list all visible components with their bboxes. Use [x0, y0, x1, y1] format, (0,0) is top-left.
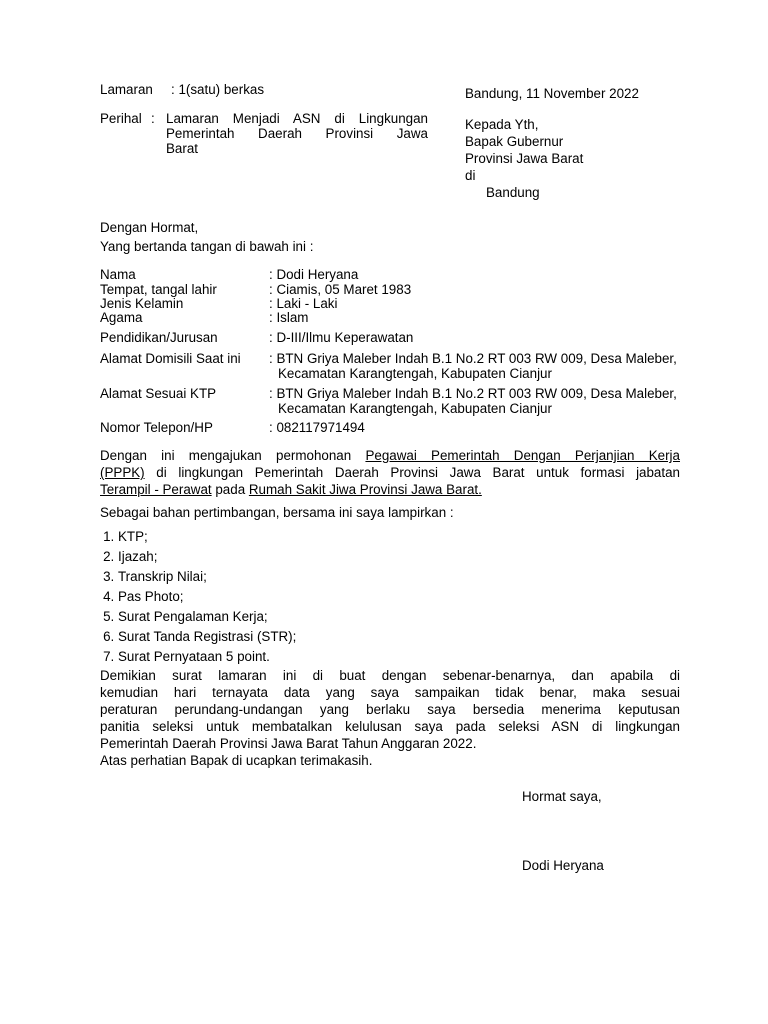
- field-label: Jenis Kelamin: [100, 296, 184, 311]
- recipient-line: Bapak Gubernur: [465, 134, 564, 149]
- lampiran-label: Lamaran: [100, 82, 153, 97]
- field-value: : 082117971494: [269, 420, 365, 435]
- signature-greeting: Hormat saya,: [522, 789, 602, 804]
- recipient-block: [465, 117, 583, 185]
- attachments-intro: Sebagai bahan pertimbangan, bersama ini saya lampirkan :: [100, 505, 454, 520]
- recipient-line: di: [465, 168, 476, 183]
- closing-line: panitia seleksi untuk membatalkan kelulusan saya pada seleksi ASN di lingkungan: [100, 719, 680, 734]
- pppk-abbr: (PPPK): [100, 465, 145, 480]
- recipient-city: Bandung: [486, 185, 540, 200]
- closing-line: peraturan perundang-undangan yang berlaku saya bersedia menerima keputusan: [100, 702, 680, 717]
- institution-name: Rumah Sakit Jiwa Provinsi Jawa Barat.: [248, 482, 482, 497]
- field-value: : BTN Griya Maleber Indah B.1 No.2 RT 003 RW 009, Desa Maleber, Kecamatan Karangtengah, Kabupaten Cianjur: [269, 351, 677, 381]
- field-value: : BTN Griya Maleber Indah B.1 No.2 RT 003 RW 009, Desa Maleber, Kecamatan Karangtengah, Kabupaten Cianjur: [269, 386, 677, 416]
- request-text: Dengan ini mengajukan permohonan: [100, 448, 352, 463]
- lampiran-value: : 1(satu) berkas: [171, 82, 265, 97]
- field-label: Pendidikan/Jurusan: [100, 330, 218, 345]
- list-item: 1. KTP;: [118, 527, 518, 547]
- field-value: : Dodi Heryana: [269, 267, 359, 282]
- recipient-line: Kepada Yth,: [465, 117, 539, 132]
- perihal-subject: [166, 111, 428, 156]
- request-text: di lingkungan Pemerintah Daerah Provinsi Jawa Barat untuk formasi jabatan: [156, 465, 680, 480]
- perihal-line-1: Lamaran Menjadi ASN di Lingkungan: [166, 111, 428, 126]
- list-item: 3. Transkrip Nilai;: [118, 567, 518, 587]
- request-paragraph: [100, 447, 680, 498]
- closing-paragraph: [100, 667, 680, 769]
- field-value: : D-III/Ilmu Keperawatan: [269, 330, 414, 345]
- perihal-line-2: Pemerintah Daerah Provinsi Jawa: [166, 126, 428, 141]
- field-value: : Islam: [269, 310, 309, 325]
- field-value: : Ciamis, 05 Maret 1983: [269, 282, 412, 297]
- list-item: 7. Surat Pernyataan 5 point.: [118, 647, 518, 667]
- list-item: 2. Ijazah;: [118, 547, 518, 567]
- perihal-line-3: Barat: [166, 141, 199, 156]
- field-value: : Laki - Laki: [269, 296, 338, 311]
- field-label: Agama: [100, 310, 143, 325]
- thanks-line: Atas perhatian Bapak di ucapkan terimakasih.: [100, 753, 373, 768]
- closing-line: Pemerintah Daerah Provinsi Jawa Barat Tahun Anggaran 2022.: [100, 736, 477, 751]
- position-title: Terampil - Perawat: [100, 482, 212, 497]
- field-label: Alamat Sesuai KTP: [100, 386, 217, 401]
- field-label: Nama: [100, 267, 136, 282]
- attachments-list: [100, 527, 518, 667]
- field-label: Nomor Telepon/HP: [100, 420, 213, 435]
- list-item: 5. Surat Pengalaman Kerja;: [118, 607, 518, 627]
- closing-line: kemudian hari ternayata data yang saya sampaikan tidak benar, maka sesuai: [100, 685, 680, 700]
- signature-name: Dodi Heryana: [522, 858, 604, 873]
- letter-date: Bandung, 11 November 2022: [465, 86, 639, 101]
- perihal-label: Perihal: [100, 111, 142, 126]
- intro-text: Yang bertanda tangan di bawah ini :: [100, 239, 314, 254]
- recipient-line: Provinsi Jawa Barat: [465, 151, 584, 166]
- closing-line: Demikian surat lamaran ini di buat dengan sebenar-benarnya, dan apabila di: [100, 668, 680, 683]
- list-item: 6. Surat Tanda Registrasi (STR);: [118, 627, 518, 647]
- request-text: pada: [215, 482, 246, 497]
- salutation: Dengan Hormat,: [100, 220, 199, 235]
- field-label: Alamat Domisili Saat ini: [100, 351, 241, 366]
- list-item: 4. Pas Photo;: [118, 587, 518, 607]
- pppk-term: Pegawai Pemerintah Dengan Perjanjian Kerja: [365, 448, 680, 463]
- perihal-colon: :: [151, 111, 155, 126]
- field-label: Tempat, tangal lahir: [100, 282, 217, 297]
